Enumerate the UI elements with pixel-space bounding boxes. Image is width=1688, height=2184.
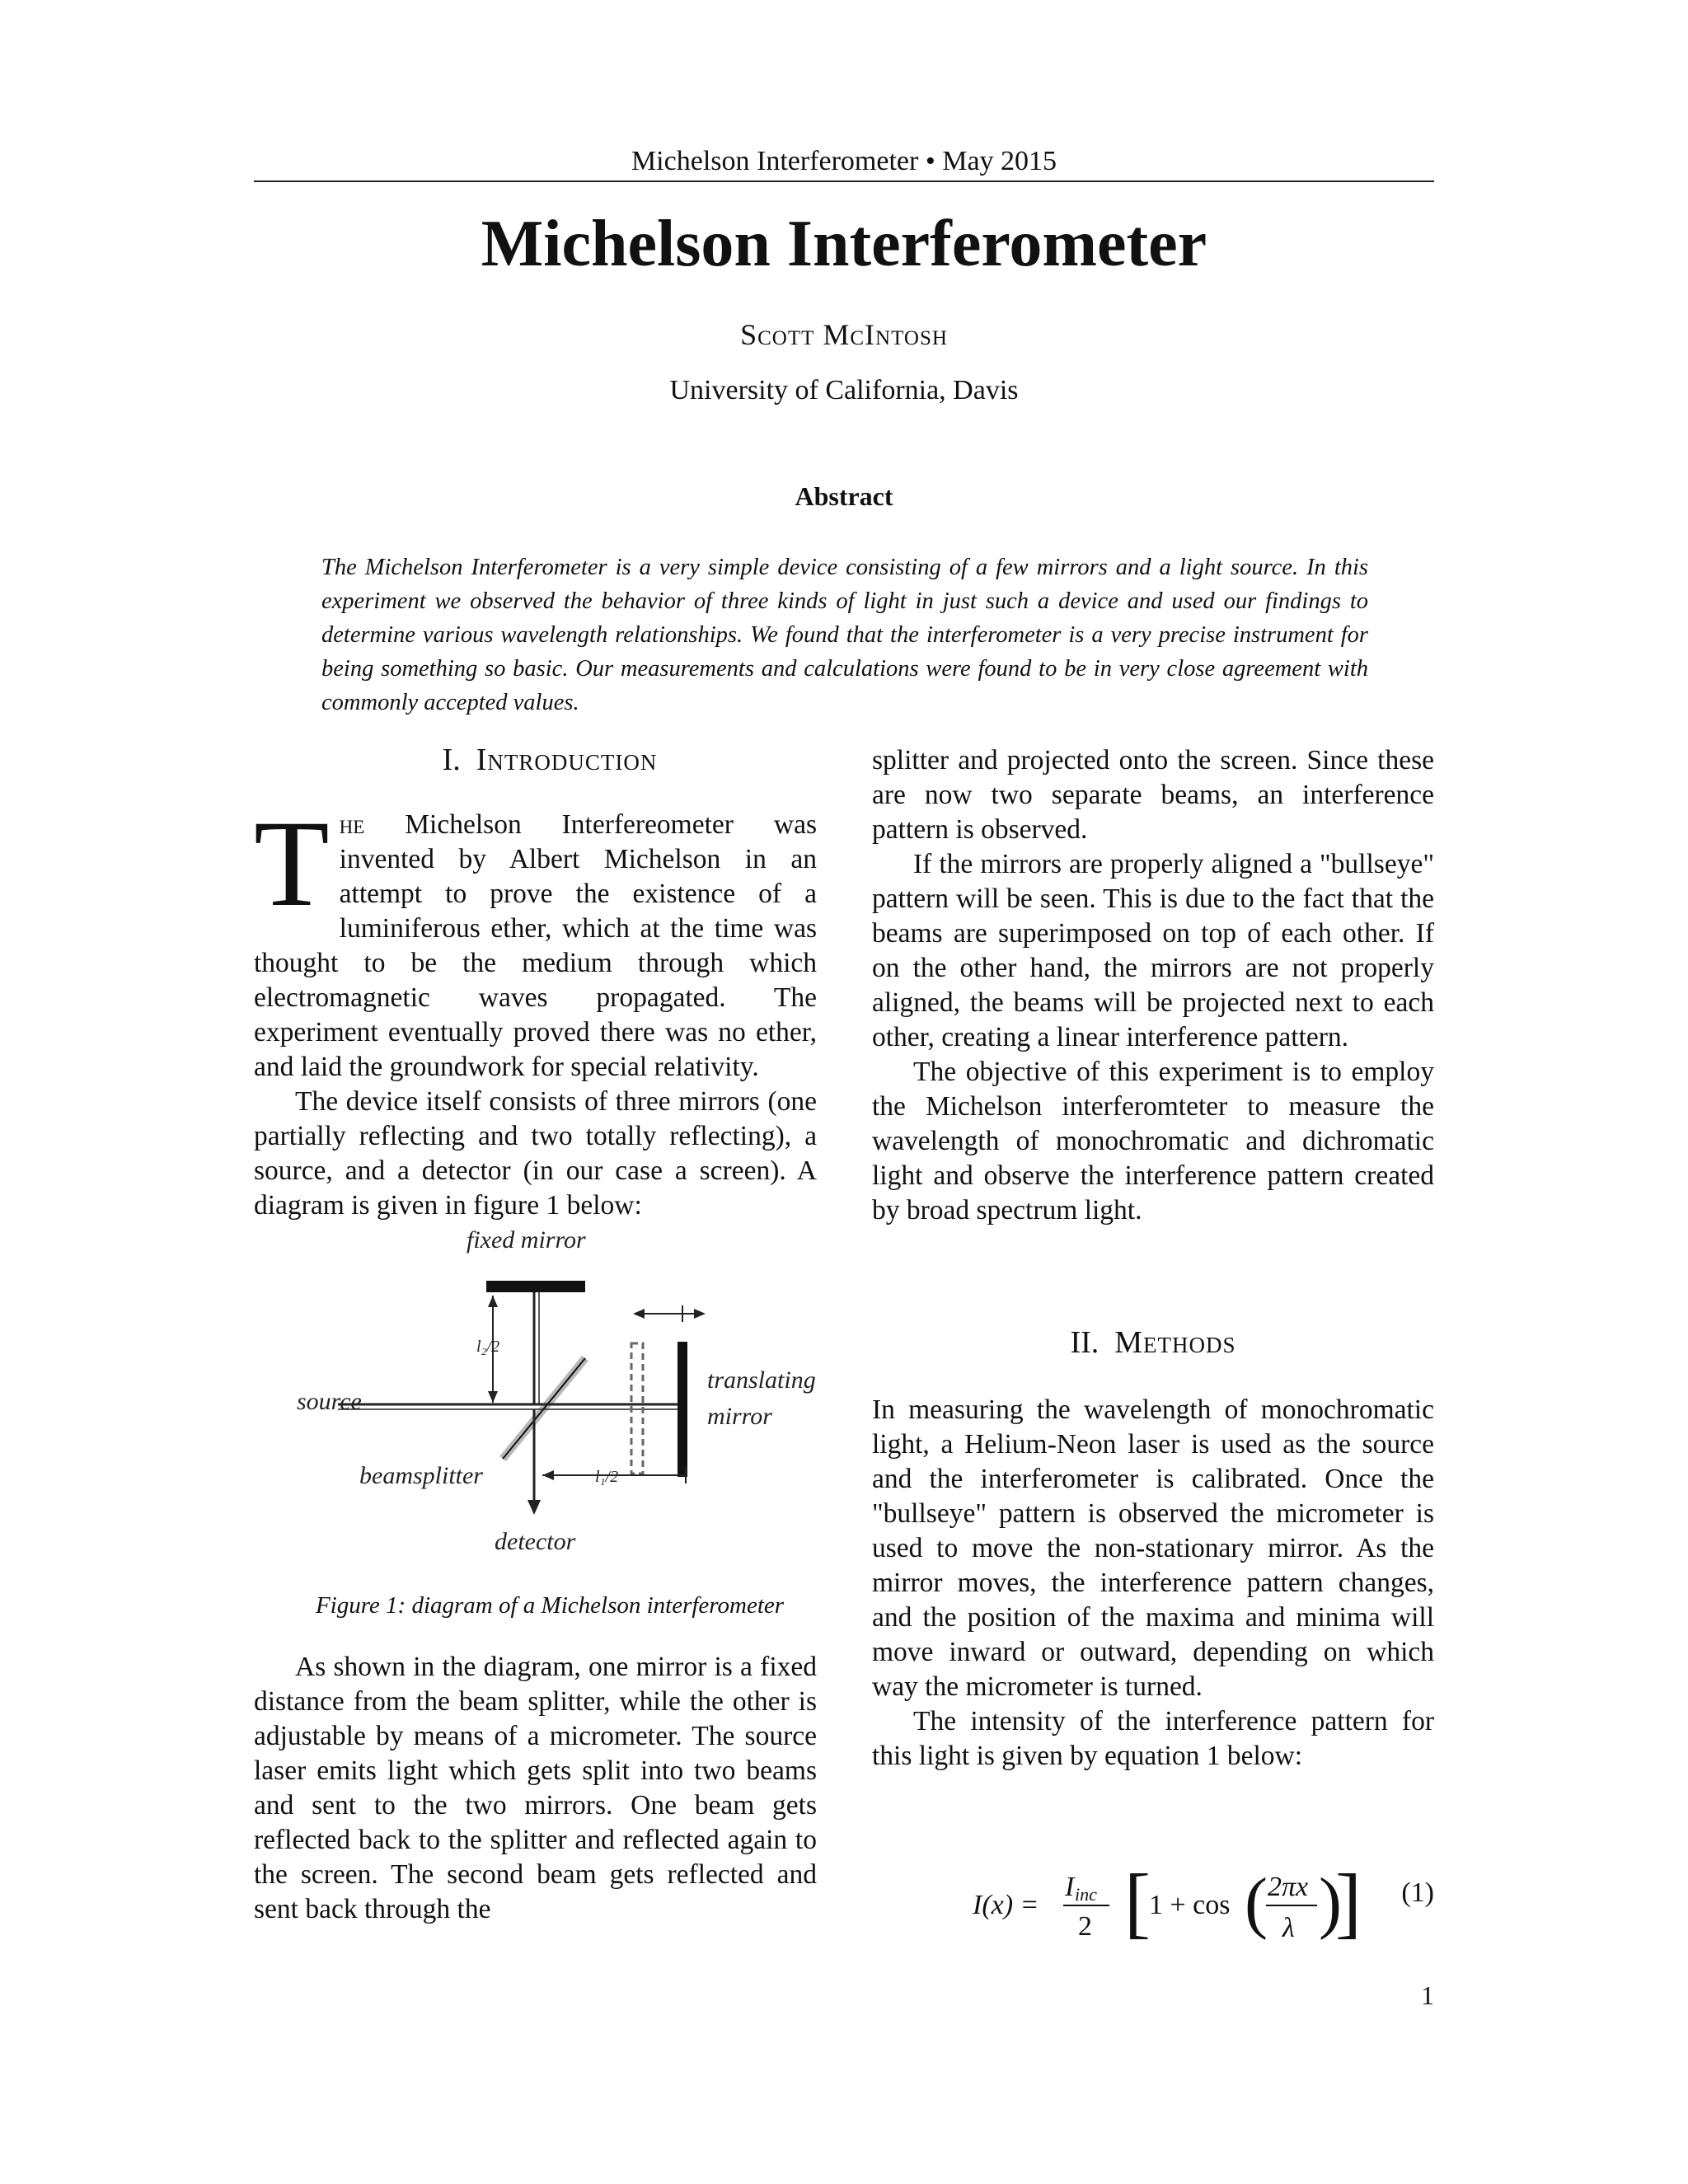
label-mirror: mirror <box>707 1403 772 1430</box>
author-name: Scott McIntosh <box>740 318 948 351</box>
section-title: Introduction <box>476 743 658 777</box>
label-beamsplitter: beamsplitter <box>359 1462 483 1489</box>
label-l1: l₁/2 <box>595 1468 619 1486</box>
abstract-heading: Abstract <box>795 481 893 511</box>
left-column-top <box>254 795 817 1223</box>
eq-right-paren: ) <box>1319 1864 1342 1941</box>
label-l2: l₂/2 <box>476 1338 500 1356</box>
label-fixed-mirror: fixed mirror <box>467 1226 586 1254</box>
eq-frac-den: 2 <box>1078 1911 1092 1942</box>
eq-left-bracket: [ <box>1124 1858 1151 1946</box>
section-number: II. <box>1070 1325 1100 1360</box>
equation-body <box>973 1846 1362 1961</box>
l1-arrow-left <box>542 1470 554 1480</box>
beamsplitter-edge <box>503 1358 585 1459</box>
l2-arrow-down <box>488 1391 498 1403</box>
paper-title: Michelson Interferometer <box>481 208 1207 280</box>
section-number: I. <box>442 743 461 777</box>
affiliation: University of California, Davis <box>669 375 1019 405</box>
translating-mirror-ghost <box>631 1343 643 1474</box>
right-column-bottom <box>872 1393 1434 1774</box>
eq-frac-sub: inc <box>1075 1884 1097 1905</box>
translation-arrow-right <box>694 1309 706 1319</box>
michelson-diagram <box>280 1220 832 1566</box>
section-heading-introduction <box>254 742 846 778</box>
fixed-mirror-shape <box>486 1281 585 1292</box>
label-detector: detector <box>495 1528 576 1555</box>
label-source: source <box>297 1388 362 1415</box>
intro-paragraph-3-continued: splitter and projected onto the screen. Since these are now two separate beams, an interference pattern is observed. <box>872 745 1434 845</box>
intro-paragraph-2: The device itself consists of three mirrors (one partially reflecting and two totally reflecting), a source, and a detector (in our case a screen). A diagram is given in figure 1 below: <box>254 1086 817 1221</box>
header-rule <box>254 180 1434 182</box>
figure-caption: Figure 1: diagram of a Michelson interferometer <box>315 1592 785 1619</box>
section-heading-methods <box>872 1324 1434 1361</box>
l2-arrow-up <box>488 1296 498 1307</box>
header-date: May 2015 <box>942 146 1057 176</box>
intro-paragraph-1 <box>254 795 817 1085</box>
abstract-text: The Michelson Interferometer is a very simple device consisting of a few mirrors and a light source. In this experiment we observed the behavior of three kinds of light in just such a device and used our findings to determine various wavelength relationships. We found that the interferometer is a very precise instrument for being something so basic. Our measurements and calculations were found to be in very close agreement with commonly accepted values. <box>321 555 1368 715</box>
eq-right-bracket: ] <box>1335 1858 1362 1946</box>
equation-number: (1) <box>1401 1877 1434 1908</box>
equation-1 <box>948 1846 1434 1961</box>
methods-paragraph-2: The intensity of the interference pattern for this light is given by equation 1 below: <box>872 1706 1434 1771</box>
header-bullet: • <box>925 146 935 176</box>
lead-word: he <box>339 809 365 840</box>
eq-inner-den: λ <box>1282 1913 1295 1943</box>
translation-arrow-left <box>633 1309 645 1319</box>
running-title: Michelson Interferometer <box>631 146 919 176</box>
intro-p1-text: Michelson Interfereometer was invented by Albert Michelson in an attempt to prove the existence of a luminiferous ether, which at the time was thought to be the medium through which electromagnetic waves propagated. The experiment eventually proved there was no ether, and laid the groundwork for special relativity. <box>254 809 817 1082</box>
methods-paragraph-1: In measuring the wavelength of monochromatic light, a Helium-Neon laser is used as the source and the interferometer is calibrated. Once the "bullseye" pattern is observed the micrometer is used to move the non-stationary mirror. As the mirror moves, the interference pattern changes, and the position of the maxima and minima will move inward or outward, depending on which way the micrometer is turned. <box>872 1394 1434 1702</box>
eq-lhs: I(x) = <box>973 1890 1039 1920</box>
eq-one-plus-cos: 1 + cos <box>1149 1890 1231 1920</box>
section-title: Methods <box>1114 1325 1236 1360</box>
right-column-top <box>872 743 1434 1228</box>
left-column-bottom <box>254 1650 817 1927</box>
page-number: 1 <box>1421 1980 1434 2010</box>
eq-left-paren: ( <box>1245 1864 1268 1941</box>
translating-mirror-shape <box>678 1342 687 1477</box>
running-header <box>254 145 1434 178</box>
intro-paragraph-3: As shown in the diagram, one mirror is a fixed distance from the beam splitter, while the other is adjustable by means of a micrometer. The source laser emits light which gets split into two beams and sent to the two mirrors. One beam gets reflected back to the splitter and reflected again to the screen. The second beam gets reflected and sent back through the <box>254 1652 817 1924</box>
eq-frac-num: I <box>1065 1872 1075 1902</box>
intro-paragraph-4: If the mirrors are properly aligned a "bullseye" pattern will be seen. This is due to the fact that the beams are superimposed on top of each other. If on the other hand, the mirrors are not properly aligned, the beams will be projected next to each other, creating a linear interference pattern. <box>872 849 1434 1052</box>
eq-inner-num: 2πx <box>1268 1872 1309 1902</box>
label-translating: translating <box>707 1366 816 1394</box>
dropcap: T <box>254 795 330 932</box>
detector-arrow <box>528 1500 541 1515</box>
intro-paragraph-5: The objective of this experiment is to employ the Michelson interferomteter to measure the wavelength of monochromatic and dichromatic light and observe the interference pattern created by broad spectrum light. <box>872 1057 1434 1226</box>
